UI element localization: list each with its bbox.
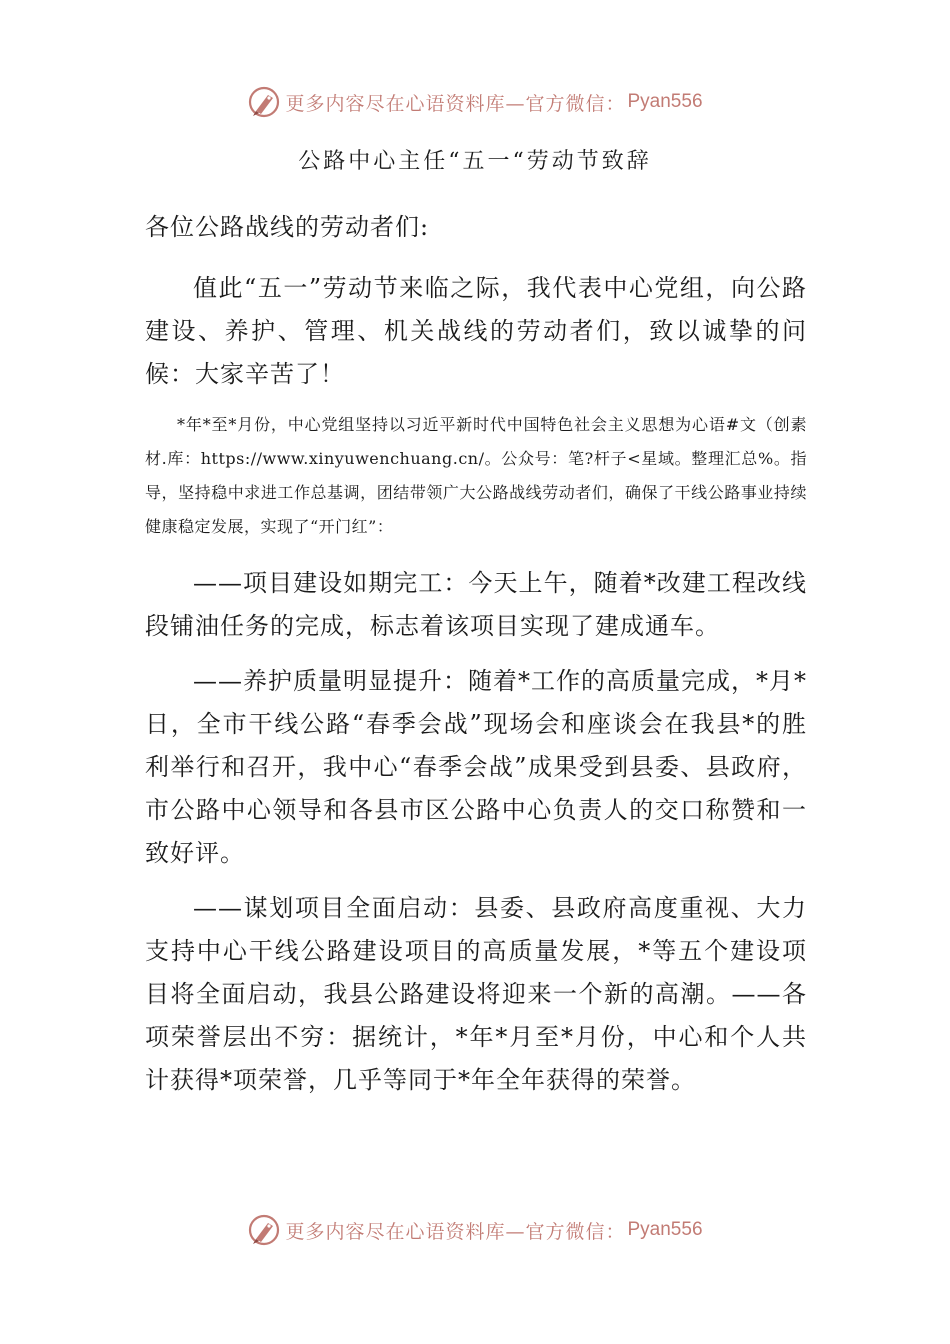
pen-nib-logo-icon: [247, 1213, 281, 1247]
banner-text: 更多内容尽在心语资料库—官方微信：: [285, 1220, 626, 1243]
banner-contact: Pyan556: [627, 1219, 703, 1240]
header-watermark-banner: [0, 82, 950, 122]
paragraph-summary: *年*至*月份，中心党组坚持以习近平新时代中国特色社会主义思想为心语#文（创素材.库：https://www.xinyuwenchuang.cn/。公众号：笔?杆子<星域。整理汇总%。指导，坚持稳中求进工作总基调，团结带领广大公路战线劳动者们，确保了干线公路事业持续健康稳定发展，实现了“开门红”：: [145, 415, 807, 536]
footer-watermark-banner: [0, 1210, 950, 1250]
paragraph-maintenance-quality: ——养护质量明显提升：随着*工作的高质量完成，*月*日，全市干线公路“春季会战”现场会和座谈会在我县*的胜利举行和召开，我中心“春季会战”成果受到县委、县政府，市公路中心领导和各县市区公路中心负责人的交口称赞和一致好评。: [145, 667, 807, 867]
banner-contact: Pyan556: [627, 91, 703, 112]
salutation: 各位公路战线的劳动者们:: [145, 213, 430, 241]
paragraph-planned-projects: ——谋划项目全面启动：县委、县政府高度重视、大力支持中心干线公路建设项目的高质量发展，*等五个建设项目将全面启动，我县公路建设将迎来一个新的高潮。——各项荣誉层出不穷：据统计，*年*月至*月份，中心和个人共计获得*项荣誉，几乎等同于*年全年获得的荣誉。: [145, 894, 807, 1094]
paragraph-project-completion: ——项目建设如期完工：今天上午，随着*改建工程改线段铺油任务的完成，标志着该项目实现了建成通车。: [145, 569, 807, 640]
page-title: 公路中心主任“五一“劳动节致辞: [298, 149, 652, 174]
paragraph-greeting: 值此“五一”劳动节来临之际，我代表中心党组，向公路建设、养护、管理、机关战线的劳动者们，致以诚挚的问候：大家辛苦了！: [145, 274, 807, 388]
banner-text: 更多内容尽在心语资料库—官方微信：: [285, 92, 626, 115]
pen-nib-logo-icon: [247, 85, 281, 119]
document-body: [145, 205, 807, 1114]
